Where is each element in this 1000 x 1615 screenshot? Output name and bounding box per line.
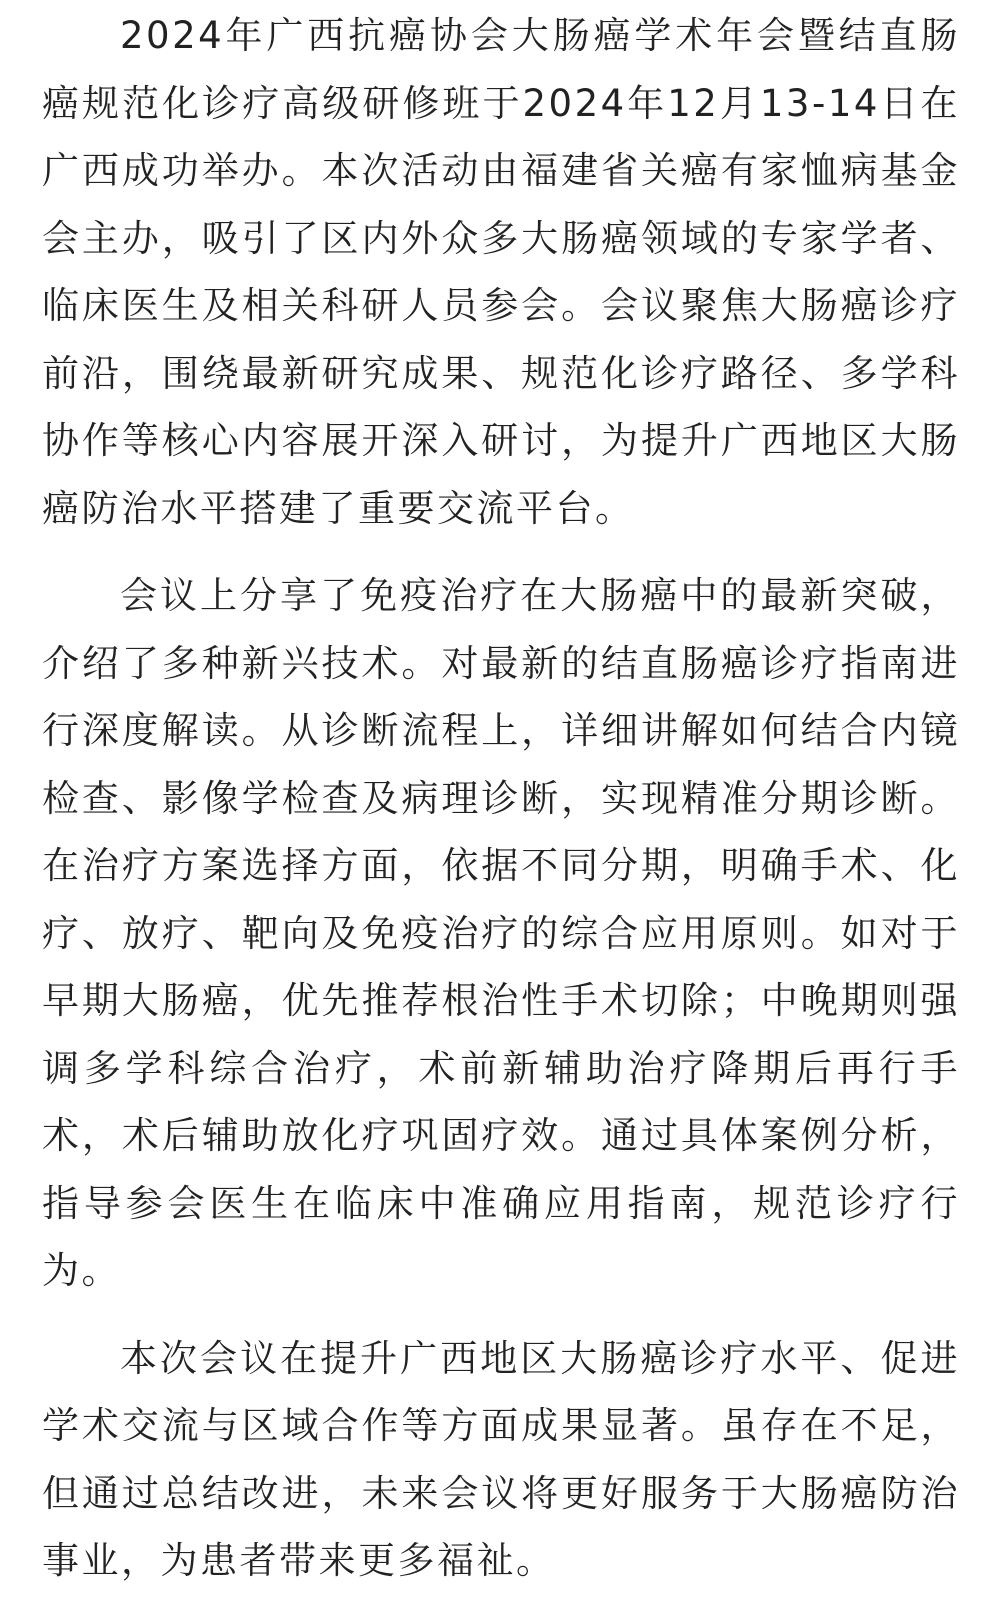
paragraph-conclusion: 本次会议在提升广西地区大肠癌诊疗水平、促进学术交流与区域合作等方面成果显著。虽存在不足，但通过总结改进，未来会议将更好服务于大肠癌防治事业，为患者带来更多福祉。 — [42, 1336, 960, 1582]
paragraph-guideline-interpretation: 会议上分享了免疫治疗在大肠癌中的最新突破，介绍了多种新兴技术。对最新的结直肠癌诊疗指南进行深度解读。从诊断流程上，详细讲解如何结合内镜检查、影像学检查及病理诊断，实现精准分期诊断。在治疗方案选择方面，依据不同分期，明确手术、化疗、放疗、靶向及免疫治疗的综合应用原则。如对于早期大肠癌，优先推荐根治性手术切除；中晚期则强调多学科综合治疗，术前新辅助治疗降期后再行手术，术后辅助放化疗巩固疗效。通过具体案例分析，指导参会医生在临床中准确应用指南，规范诊疗行为。 — [42, 574, 960, 1292]
paragraph-conference-intro: 2024年广西抗癌协会大肠癌学术年会暨结直肠癌规范化诊疗高级研修班于2024年12月13-14日在广西成功举办。本次活动由福建省关癌有家恤病基金会主办，吸引了区内外众多大肠癌领域的专家学者、临床医生及相关科研人员参会。会议聚焦大肠癌诊疗前沿，围绕最新研究成果、规范化诊疗路径、多学科协作等核心内容展开深入研讨，为提升广西地区大肠癌防治水平搭建了重要交流平台。 — [42, 14, 960, 530]
article-body — [42, 2, 960, 1615]
